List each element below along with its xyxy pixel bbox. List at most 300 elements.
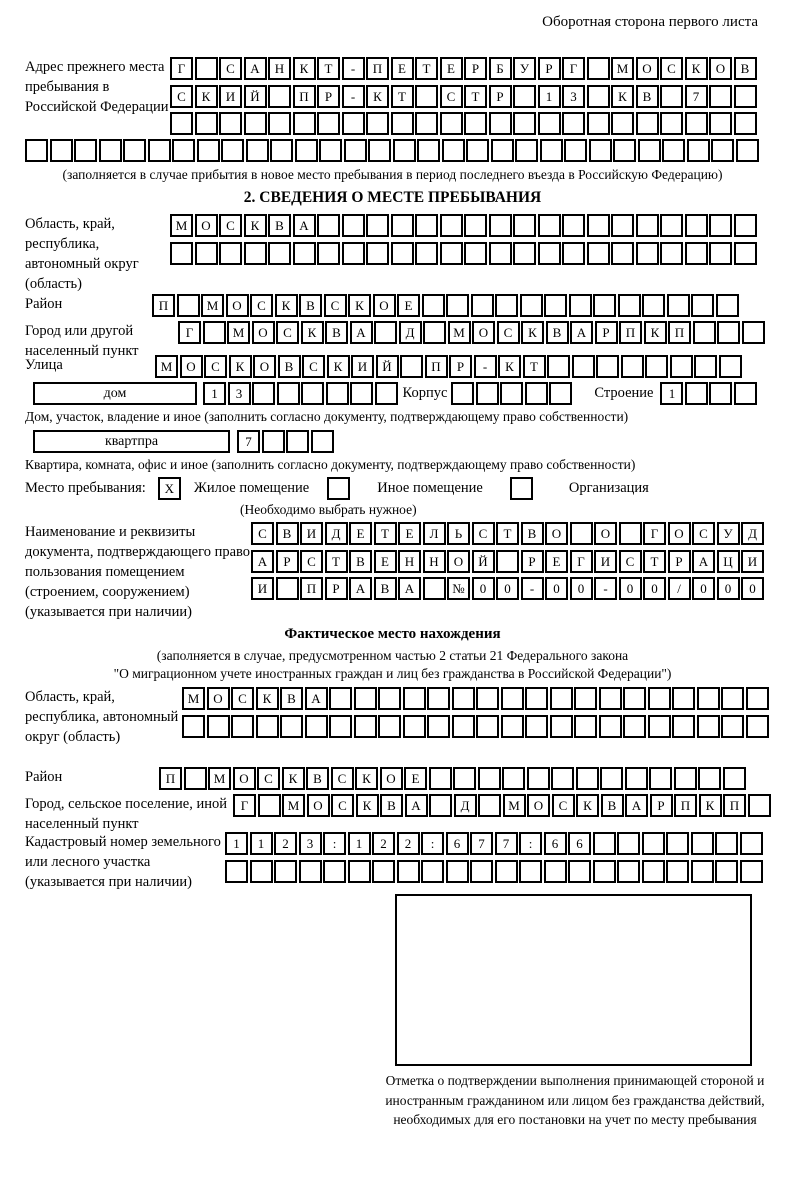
char-cell[interactable] [440,242,463,265]
char-cell[interactable] [540,139,563,162]
char-cell[interactable] [660,242,683,265]
char-cell[interactable]: В [374,577,397,600]
char-cell[interactable] [446,294,469,317]
char-cell[interactable]: К [244,214,267,237]
char-cell[interactable]: Т [317,57,340,80]
char-cell[interactable]: И [351,355,374,378]
char-cell[interactable]: Е [391,57,414,80]
char-cell[interactable] [587,85,610,108]
char-cell[interactable] [574,715,597,738]
char-cell[interactable] [716,294,739,317]
char-cell[interactable] [660,214,683,237]
char-cell[interactable] [172,139,195,162]
char-cell[interactable]: Е [374,550,397,573]
char-cell[interactable] [719,355,742,378]
char-cell[interactable] [496,550,519,573]
char-cell[interactable]: Р [325,577,348,600]
char-cell[interactable] [562,112,585,135]
char-cell[interactable]: Т [643,550,666,573]
char-cell[interactable]: Р [276,550,299,573]
char-cell[interactable] [317,242,340,265]
char-cell[interactable] [366,214,389,237]
char-cell[interactable] [378,715,401,738]
char-cell[interactable]: О [252,321,275,344]
char-cell[interactable] [466,139,489,162]
char-cell[interactable] [667,294,690,317]
char-cell[interactable] [502,767,525,790]
char-cell[interactable]: В [280,687,303,710]
char-cell[interactable]: 0 [545,577,568,600]
char-cell[interactable] [177,294,200,317]
char-cell[interactable]: О [226,294,249,317]
char-cell[interactable] [694,355,717,378]
char-cell[interactable] [197,139,220,162]
char-cell[interactable] [231,715,254,738]
char-cell[interactable] [195,57,218,80]
char-cell[interactable]: 0 [692,577,715,600]
char-cell[interactable]: М [611,57,634,80]
char-cell[interactable] [742,321,765,344]
char-cell[interactable]: Т [464,85,487,108]
char-cell[interactable] [625,767,648,790]
char-cell[interactable]: Д [399,321,422,344]
char-cell[interactable] [715,860,738,883]
char-cell[interactable] [403,715,426,738]
char-cell[interactable]: С [300,550,323,573]
char-cell[interactable]: / [668,577,691,600]
char-cell[interactable] [547,355,570,378]
char-cell[interactable]: К [301,321,324,344]
char-cell[interactable]: Г [178,321,201,344]
char-cell[interactable]: 2 [372,832,395,855]
char-cell[interactable]: 7 [470,832,493,855]
char-cell[interactable] [366,112,389,135]
char-cell[interactable]: 1 [348,832,371,855]
char-cell[interactable] [366,242,389,265]
char-cell[interactable]: С [331,767,354,790]
char-cell[interactable]: К [348,294,371,317]
char-cell[interactable]: П [723,794,746,817]
char-cell[interactable] [293,112,316,135]
char-cell[interactable] [195,242,218,265]
char-cell[interactable]: Е [349,522,372,545]
char-cell[interactable] [691,860,714,883]
char-cell[interactable] [319,139,342,162]
char-cell[interactable]: Т [523,355,546,378]
char-cell[interactable]: 7 [237,430,260,453]
char-cell[interactable] [721,715,744,738]
char-cell[interactable] [476,382,499,405]
char-cell[interactable]: Г [170,57,193,80]
char-cell[interactable]: 3 [299,832,322,855]
char-cell[interactable] [421,860,444,883]
char-cell[interactable] [378,687,401,710]
char-cell[interactable] [596,355,619,378]
char-cell[interactable]: Р [650,794,673,817]
char-cell[interactable]: К [699,794,722,817]
char-cell[interactable]: С [251,522,274,545]
char-cell[interactable]: Н [268,57,291,80]
char-cell[interactable]: Ц [717,550,740,573]
char-cell[interactable]: Р [521,550,544,573]
char-cell[interactable]: С [257,767,280,790]
char-cell[interactable] [268,85,291,108]
char-cell[interactable] [572,355,595,378]
char-cell[interactable] [464,112,487,135]
char-cell[interactable] [617,860,640,883]
char-cell[interactable] [270,139,293,162]
char-cell[interactable] [464,242,487,265]
char-cell[interactable] [691,294,714,317]
char-cell[interactable] [642,860,665,883]
char-cell[interactable] [593,832,616,855]
char-cell[interactable] [170,242,193,265]
char-cell[interactable]: Й [376,355,399,378]
char-cell[interactable] [219,112,242,135]
char-cell[interactable]: М [155,355,178,378]
char-cell[interactable]: О [180,355,203,378]
char-cell[interactable] [244,242,267,265]
char-cell[interactable] [326,382,349,405]
char-cell[interactable]: А [570,321,593,344]
char-cell[interactable]: С [331,794,354,817]
char-cell[interactable]: : [323,832,346,855]
char-cell[interactable] [740,832,763,855]
char-cell[interactable]: С [440,85,463,108]
char-cell[interactable]: Н [398,550,421,573]
char-cell[interactable] [515,139,538,162]
char-cell[interactable] [672,715,695,738]
char-cell[interactable] [489,112,512,135]
char-cell[interactable]: П [300,577,323,600]
char-cell[interactable]: 7 [685,85,708,108]
char-cell[interactable] [513,85,536,108]
char-cell[interactable] [495,860,518,883]
char-cell[interactable]: С [660,57,683,80]
char-cell[interactable]: С [552,794,575,817]
char-cell[interactable] [500,382,523,405]
char-cell[interactable] [544,294,567,317]
char-cell[interactable] [740,860,763,883]
char-cell[interactable]: Р [464,57,487,80]
char-cell[interactable] [642,294,665,317]
char-cell[interactable] [645,355,668,378]
char-cell[interactable] [734,242,757,265]
char-cell[interactable]: О [668,522,691,545]
char-cell[interactable] [99,139,122,162]
char-cell[interactable]: К [521,321,544,344]
char-cell[interactable]: : [421,832,444,855]
char-cell[interactable]: К [498,355,521,378]
char-cell[interactable] [562,242,585,265]
char-cell[interactable] [489,214,512,237]
char-cell[interactable] [550,687,573,710]
char-cell[interactable] [391,214,414,237]
char-cell[interactable]: В [278,355,301,378]
char-cell[interactable]: 2 [274,832,297,855]
char-cell[interactable] [670,355,693,378]
char-cell[interactable] [715,832,738,855]
char-cell[interactable] [638,139,661,162]
char-cell[interactable] [525,715,548,738]
char-cell[interactable]: Е [440,57,463,80]
char-cell[interactable] [734,382,757,405]
char-cell[interactable] [207,715,230,738]
char-cell[interactable] [697,715,720,738]
char-cell[interactable]: В [306,767,329,790]
char-cell[interactable] [368,139,391,162]
char-cell[interactable] [599,715,622,738]
char-cell[interactable] [587,242,610,265]
char-cell[interactable]: 7 [495,832,518,855]
char-cell[interactable] [513,112,536,135]
char-cell[interactable] [717,321,740,344]
char-cell[interactable] [301,382,324,405]
char-cell[interactable]: П [366,57,389,80]
char-cell[interactable]: Р [489,85,512,108]
char-cell[interactable] [422,294,445,317]
char-cell[interactable] [489,242,512,265]
char-cell[interactable]: И [219,85,242,108]
char-cell[interactable] [685,112,708,135]
char-cell[interactable] [623,687,646,710]
char-cell[interactable]: 0 [643,577,666,600]
char-cell[interactable]: К [576,794,599,817]
char-cell[interactable]: С [324,294,347,317]
char-cell[interactable] [636,214,659,237]
char-cell[interactable]: Л [423,522,446,545]
char-cell[interactable]: С [204,355,227,378]
char-cell[interactable] [666,832,689,855]
char-cell[interactable]: М [170,214,193,237]
char-cell[interactable] [262,430,285,453]
char-cell[interactable]: И [251,577,274,600]
char-cell[interactable] [685,382,708,405]
char-cell[interactable]: С [219,214,242,237]
char-cell[interactable] [570,522,593,545]
char-cell[interactable] [549,382,572,405]
checkbox-org[interactable] [510,477,533,500]
char-cell[interactable]: К [293,57,316,80]
char-cell[interactable]: Т [415,57,438,80]
char-cell[interactable]: Р [317,85,340,108]
char-cell[interactable]: 0 [741,577,764,600]
char-cell[interactable]: Т [391,85,414,108]
char-cell[interactable] [252,382,275,405]
char-cell[interactable]: А [405,794,428,817]
char-cell[interactable]: 1 [203,382,226,405]
char-cell[interactable] [277,382,300,405]
char-cell[interactable] [568,860,591,883]
char-cell[interactable] [268,242,291,265]
char-cell[interactable]: О [253,355,276,378]
char-cell[interactable] [470,860,493,883]
char-cell[interactable]: Ь [447,522,470,545]
char-cell[interactable]: О [709,57,732,80]
char-cell[interactable]: - [474,355,497,378]
char-cell[interactable] [429,767,452,790]
char-cell[interactable] [691,832,714,855]
char-cell[interactable] [342,242,365,265]
char-cell[interactable] [619,522,642,545]
char-cell[interactable] [427,715,450,738]
char-cell[interactable] [446,860,469,883]
char-cell[interactable]: 3 [228,382,251,405]
char-cell[interactable]: Р [449,355,472,378]
char-cell[interactable]: А [305,687,328,710]
char-cell[interactable] [478,767,501,790]
char-cell[interactable] [666,860,689,883]
char-cell[interactable] [538,242,561,265]
char-cell[interactable]: П [425,355,448,378]
char-cell[interactable] [427,687,450,710]
char-cell[interactable] [415,112,438,135]
char-cell[interactable]: О [233,767,256,790]
char-cell[interactable]: В [546,321,569,344]
char-cell[interactable] [317,112,340,135]
char-cell[interactable]: О [527,794,550,817]
char-cell[interactable] [491,139,514,162]
char-cell[interactable]: И [741,550,764,573]
char-cell[interactable]: О [636,57,659,80]
char-cell[interactable]: М [182,687,205,710]
char-cell[interactable] [562,214,585,237]
char-cell[interactable] [748,794,771,817]
char-cell[interactable]: С [276,321,299,344]
char-cell[interactable]: К [685,57,708,80]
char-cell[interactable] [734,214,757,237]
char-cell[interactable]: К [611,85,634,108]
char-cell[interactable]: К [256,687,279,710]
char-cell[interactable]: С [231,687,254,710]
char-cell[interactable]: П [619,321,642,344]
char-cell[interactable]: А [349,577,372,600]
char-cell[interactable] [576,767,599,790]
char-cell[interactable]: О [472,321,495,344]
char-cell[interactable] [195,112,218,135]
char-cell[interactable]: Д [454,794,477,817]
char-cell[interactable]: М [201,294,224,317]
char-cell[interactable] [569,294,592,317]
char-cell[interactable] [611,214,634,237]
char-cell[interactable] [525,382,548,405]
char-cell[interactable]: К [355,767,378,790]
char-cell[interactable]: 1 [250,832,273,855]
char-cell[interactable]: А [625,794,648,817]
char-cell[interactable]: 1 [225,832,248,855]
char-cell[interactable] [623,715,646,738]
char-cell[interactable] [148,139,171,162]
char-cell[interactable] [403,687,426,710]
char-cell[interactable] [393,139,416,162]
char-cell[interactable]: 0 [717,577,740,600]
char-cell[interactable]: С [170,85,193,108]
char-cell[interactable]: Е [545,550,568,573]
char-cell[interactable] [525,687,548,710]
char-cell[interactable] [451,382,474,405]
char-cell[interactable] [268,112,291,135]
char-cell[interactable]: 0 [496,577,519,600]
char-cell[interactable]: П [159,767,182,790]
char-cell[interactable] [342,112,365,135]
char-cell[interactable] [476,687,499,710]
char-cell[interactable]: О [447,550,470,573]
char-cell[interactable] [440,112,463,135]
char-cell[interactable] [672,687,695,710]
char-cell[interactable]: 6 [544,832,567,855]
char-cell[interactable]: К [644,321,667,344]
char-cell[interactable] [453,767,476,790]
char-cell[interactable]: Р [668,550,691,573]
char-cell[interactable] [417,139,440,162]
char-cell[interactable] [660,112,683,135]
char-cell[interactable]: В [276,522,299,545]
char-cell[interactable] [274,860,297,883]
char-cell[interactable] [611,112,634,135]
char-cell[interactable] [293,242,316,265]
char-cell[interactable]: О [373,294,396,317]
char-cell[interactable]: О [307,794,330,817]
char-cell[interactable]: С [219,57,242,80]
char-cell[interactable] [587,112,610,135]
char-cell[interactable] [519,860,542,883]
char-cell[interactable]: В [636,85,659,108]
char-cell[interactable]: Е [404,767,427,790]
char-cell[interactable]: П [293,85,316,108]
char-cell[interactable] [286,430,309,453]
char-cell[interactable]: Г [570,550,593,573]
char-cell[interactable]: П [674,794,697,817]
char-cell[interactable]: И [300,522,323,545]
char-cell[interactable] [709,85,732,108]
char-cell[interactable]: К [229,355,252,378]
char-cell[interactable]: Й [244,85,267,108]
char-cell[interactable]: С [472,522,495,545]
char-cell[interactable] [182,715,205,738]
char-cell[interactable] [501,687,524,710]
char-cell[interactable] [258,794,281,817]
char-cell[interactable] [685,214,708,237]
char-cell[interactable]: О [594,522,617,545]
char-cell[interactable]: - [342,57,365,80]
char-cell[interactable] [295,139,318,162]
char-cell[interactable] [495,294,518,317]
char-cell[interactable]: Й [472,550,495,573]
char-cell[interactable] [709,112,732,135]
char-cell[interactable] [527,767,550,790]
char-cell[interactable] [685,242,708,265]
char-cell[interactable]: 3 [562,85,585,108]
char-cell[interactable] [636,112,659,135]
char-cell[interactable] [662,139,685,162]
char-cell[interactable] [648,715,671,738]
char-cell[interactable] [323,860,346,883]
char-cell[interactable]: С [497,321,520,344]
char-cell[interactable] [513,242,536,265]
char-cell[interactable] [442,139,465,162]
char-cell[interactable] [600,767,623,790]
char-cell[interactable] [617,832,640,855]
char-cell[interactable] [711,139,734,162]
char-cell[interactable] [587,214,610,237]
char-cell[interactable] [636,242,659,265]
char-cell[interactable] [471,294,494,317]
char-cell[interactable]: М [448,321,471,344]
char-cell[interactable] [746,687,769,710]
char-cell[interactable]: А [398,577,421,600]
char-cell[interactable] [618,294,641,317]
char-cell[interactable] [734,85,757,108]
